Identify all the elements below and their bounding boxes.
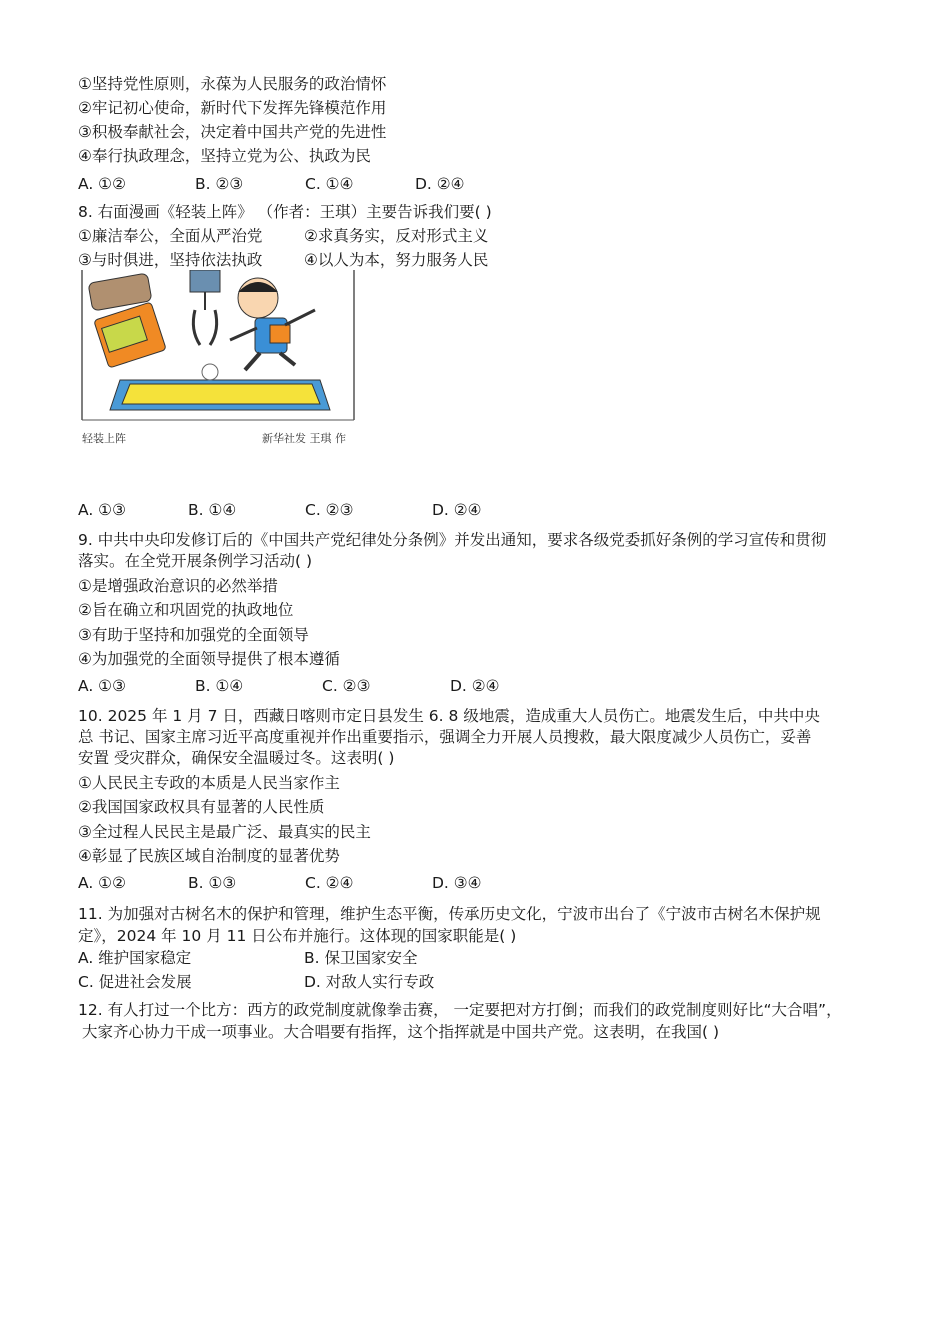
q7-statement-2: ②牢记初心使命，新时代下发挥先锋模范作用 xyxy=(78,99,387,117)
q11-option-c: C. 促进社会发展 xyxy=(78,973,192,991)
q8-statement-4: ④以人为本，努力服务人民 xyxy=(304,251,489,269)
q7-option-d: D. ②④ xyxy=(415,175,465,193)
q8-statement-1: ①廉洁奉公，全面从严治党 xyxy=(78,227,263,245)
q9-question-line1: 9. 中共中央印发修订后的《中国共产党纪律处分条例》并发出通知，要求各级党委抓好条例的学习宣传和贯彻 xyxy=(78,531,827,549)
q9-option-a: A. ①③ xyxy=(78,677,126,695)
q7-statement-1: ①坚持党性原则，永葆为人民服务的政治情怀 xyxy=(78,75,387,93)
q8-option-c: C. ②③ xyxy=(305,501,354,519)
cartoon-image xyxy=(80,270,360,450)
q11-option-b: B. 保卫国家安全 xyxy=(304,949,418,967)
q9-option-b: B. ①④ xyxy=(195,677,244,695)
q8-option-b: B. ①④ xyxy=(188,501,237,519)
cartoon-caption-title: 轻装上阵 xyxy=(82,432,126,445)
q8-option-a: A. ①③ xyxy=(78,501,126,519)
q12-question-line1: 12. 有人打过一个比方：西方的政党制度就像拳击赛， 一定要把对方打倒；而我们的政党制度则好比“大合唱”， xyxy=(78,1001,842,1019)
q11-question-line1: 11. 为加强对古树名木的保护和管理，维护生态平衡，传承历史文化，宁波市出台了《宁波市古树名木保护规 xyxy=(78,905,821,923)
q9-statement-4: ④为加强党的全面领导提供了根本遵循 xyxy=(78,650,340,668)
q9-question-line2: 落实。在全党开展条例学习活动( ) xyxy=(78,552,313,570)
q7-statement-3: ③积极奉献社会，决定着中国共产党的先进性 xyxy=(78,123,387,141)
q10-statement-3: ③全过程人民民主是最广泛、最真实的民主 xyxy=(78,823,371,841)
q10-question-line2: 总 书记、国家主席习近平高度重视并作出重要指示，强调全力开展人员搜救，最大限度减少人员伤亡，妥善 xyxy=(78,728,812,746)
q11-option-a: A. 维护国家稳定 xyxy=(78,949,192,967)
q11-option-d: D. 对敌人实行专政 xyxy=(304,973,435,991)
q9-statement-2: ②旨在确立和巩固党的执政地位 xyxy=(78,601,294,619)
q12-question-line2: 大家齐心协力干成一项事业。大合唱要有指挥，这个指挥就是中国共产党。这表明，在我国( ) xyxy=(82,1023,720,1041)
q8-option-d: D. ②④ xyxy=(432,501,482,519)
q9-statement-3: ③有助于坚持和加强党的全面领导 xyxy=(78,626,309,644)
q10-question-line3: 安置 受灾群众，确保安全温暖过冬。这表明( ) xyxy=(78,749,395,767)
q10-option-b: B. ①③ xyxy=(188,874,237,892)
q8-statement-3: ③与时俱进，坚持依法执政 xyxy=(78,251,263,269)
q8-statement-2: ②求真务实，反对形式主义 xyxy=(304,227,489,245)
q8-question: 8. 右面漫画《轻装上阵》 （作者：王琪）主要告诉我们要( ) xyxy=(78,203,492,221)
q9-statement-1: ①是增强政治意识的必然举措 xyxy=(78,577,278,595)
q7-option-b: B. ②③ xyxy=(195,175,244,193)
q10-statement-4: ④彰显了民族区域自治制度的显著优势 xyxy=(78,847,340,865)
q7-statement-4: ④奉行执政理念，坚持立党为公、执政为民 xyxy=(78,147,371,165)
q10-option-d: D. ③④ xyxy=(432,874,482,892)
q10-question-line1: 10. 2025 年 1 月 7 日，西藏日喀则市定日县发生 6. 8 级地震，造成重大人员伤亡。地震发生后，中共中央 xyxy=(78,707,820,725)
cartoon-caption-credit: 新华社发 王琪 作 xyxy=(262,432,346,445)
q7-option-c: C. ①④ xyxy=(305,175,354,193)
q11-question-line2: 定》，2024 年 10 月 11 日公布并施行。这体现的国家职能是( ) xyxy=(78,927,517,945)
q7-option-a: A. ①② xyxy=(78,175,126,193)
q9-option-c: C. ②③ xyxy=(322,677,371,695)
q10-option-c: C. ②④ xyxy=(305,874,354,892)
q10-statement-1: ①人民民主专政的本质是人民当家作主 xyxy=(78,774,340,792)
q10-option-a: A. ①② xyxy=(78,874,126,892)
q9-option-d: D. ②④ xyxy=(450,677,500,695)
q10-statement-2: ②我国国家政权具有显著的人民性质 xyxy=(78,798,325,816)
